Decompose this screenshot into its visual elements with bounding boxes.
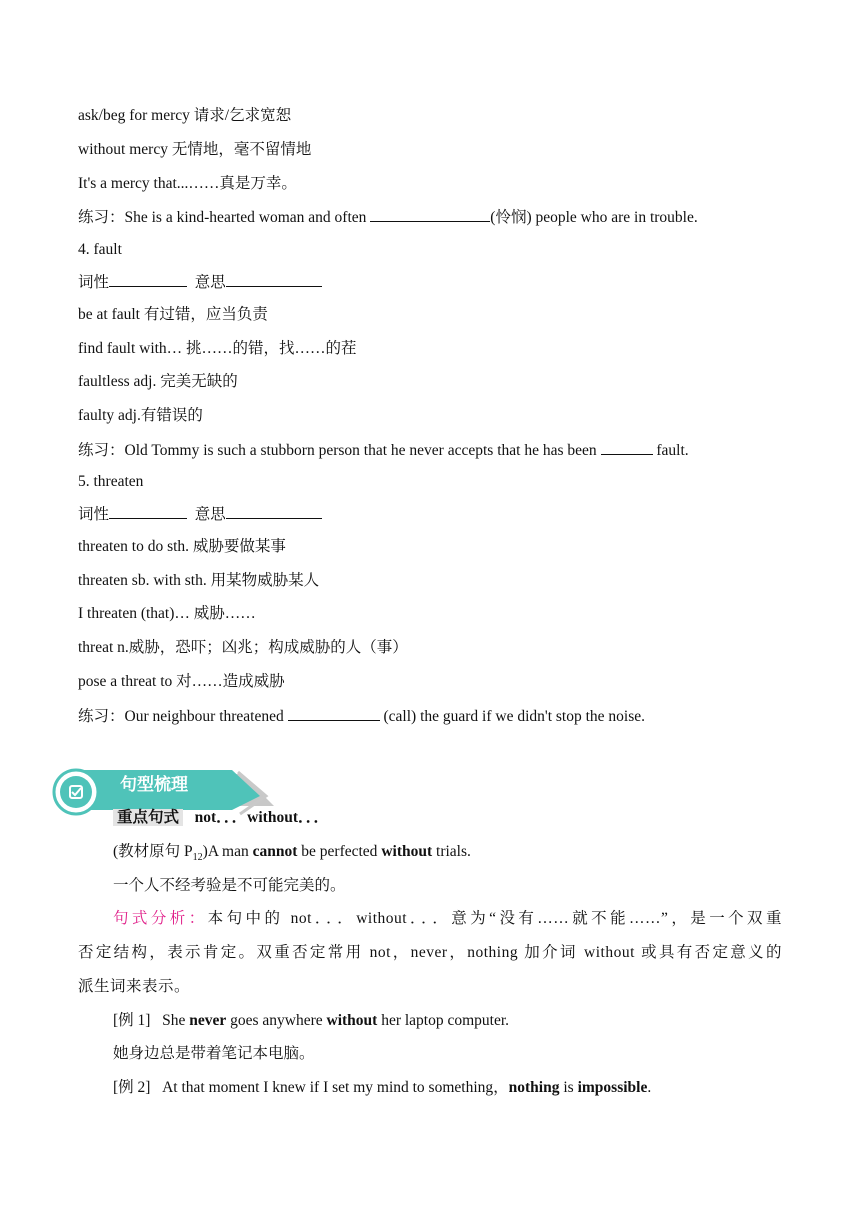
analysis-line-1 xyxy=(113,909,782,929)
vocab-line: threaten to do sth. 威胁要做某事 xyxy=(78,538,286,555)
exercise-fault xyxy=(78,440,689,461)
analysis-line-2: 否定结构，表示肯定。双重否定常用 not，never，nothing 加介词 without 或具有否定意义的 xyxy=(78,944,782,961)
vocab-line: pose a threat to 对……造成威胁 xyxy=(78,673,285,690)
vocab-line: be at fault 有过错，应当负责 xyxy=(78,306,268,323)
example-bold: without xyxy=(326,1012,378,1029)
heading-threaten: 5. threaten xyxy=(78,473,144,490)
example-text: At that moment I knew if I set my mind to something， xyxy=(162,1079,509,1096)
pos-label: 词性 xyxy=(78,506,110,523)
exercise-threaten xyxy=(78,706,645,727)
key-pattern-row xyxy=(113,808,329,828)
vocab-line: I threaten (that)… 威胁…… xyxy=(78,605,256,622)
source-bold: cannot xyxy=(252,843,298,860)
vocab-line: without mercy 无情地，毫不留情地 xyxy=(78,141,312,158)
example-bold: never xyxy=(189,1012,227,1029)
source-translation: 一个人不经考验是不可能完美的。 xyxy=(113,877,346,894)
page-subscript: 12 xyxy=(192,852,203,864)
key-pattern: not．．．without．．． xyxy=(194,809,329,826)
source-text: )A man xyxy=(202,843,253,860)
heading-fault: 4. fault xyxy=(78,241,122,258)
banner-badge-inner xyxy=(60,776,92,808)
example-1-translation: 她身边总是带着笔记本电脑。 xyxy=(113,1045,315,1062)
pos-blank[interactable] xyxy=(109,272,187,287)
meaning-label: 意思 xyxy=(194,506,226,523)
vocab-line: threat n.威胁，恐吓；凶兆；构成威胁的人（事） xyxy=(78,639,408,656)
exercise-text: 练习：Our neighbour threatened xyxy=(78,708,288,725)
example-text: goes anywhere xyxy=(226,1012,327,1029)
exercise-text: (怜悯) people who are in trouble. xyxy=(490,209,698,226)
example-2 xyxy=(113,1078,651,1098)
example-bold: nothing xyxy=(508,1079,560,1096)
pos-blank[interactable] xyxy=(109,504,187,519)
example-text: is xyxy=(559,1079,578,1096)
source-prefix: (教材原句 P xyxy=(113,843,193,860)
vocab-line: faultless adj. 完美无缺的 xyxy=(78,373,238,390)
source-text: be perfected xyxy=(297,843,382,860)
meaning-label: 意思 xyxy=(194,274,226,291)
pos-meaning-row xyxy=(78,504,322,525)
source-bold: without xyxy=(381,843,433,860)
vocab-line: threaten sb. with sth. 用某物威胁某人 xyxy=(78,572,320,589)
example-tag: [例 2] xyxy=(113,1079,151,1096)
example-text: her laptop computer. xyxy=(377,1012,510,1029)
exercise-mercy xyxy=(78,207,698,228)
source-text: trials. xyxy=(432,843,471,860)
meaning-blank[interactable] xyxy=(226,272,322,287)
answer-blank[interactable] xyxy=(288,706,380,721)
vocab-line: ask/beg for mercy 请求/乞求宽恕 xyxy=(78,107,292,124)
answer-blank[interactable] xyxy=(601,440,653,455)
exercise-text: (call) the guard if we didn't stop the noise. xyxy=(379,708,645,725)
analysis-label: 句式分析： xyxy=(113,910,208,927)
example-bold: impossible xyxy=(577,1079,648,1096)
meaning-blank[interactable] xyxy=(226,504,322,519)
analysis-line-3: 派生词来表示。 xyxy=(78,978,191,995)
exercise-text: 练习：She is a kind-hearted woman and often xyxy=(78,209,371,226)
vocab-line: find fault with… 挑……的错，找……的茬 xyxy=(78,340,357,357)
exercise-text: fault. xyxy=(652,442,689,459)
key-pattern-label: 重点句式 xyxy=(113,809,183,826)
example-tag: [例 1] xyxy=(113,1012,151,1029)
vocab-line: It's a mercy that...……真是万幸。 xyxy=(78,175,297,192)
exercise-text: 练习：Old Tommy is such a stubborn person that he never accepts that he has been xyxy=(78,442,601,459)
section-title: 句型梳理 xyxy=(120,775,188,795)
source-sentence xyxy=(113,842,471,868)
pos-meaning-row xyxy=(78,272,322,293)
example-text: She xyxy=(162,1012,190,1029)
pos-label: 词性 xyxy=(78,274,110,291)
answer-blank[interactable] xyxy=(370,207,490,222)
example-1 xyxy=(113,1011,509,1031)
analysis-text: 本句中的 not．．．without．．．意为“没有……就不能……”，是一个双重 xyxy=(207,910,782,927)
vocab-line: faulty adj.有错误的 xyxy=(78,407,203,424)
example-text: . xyxy=(647,1079,652,1096)
